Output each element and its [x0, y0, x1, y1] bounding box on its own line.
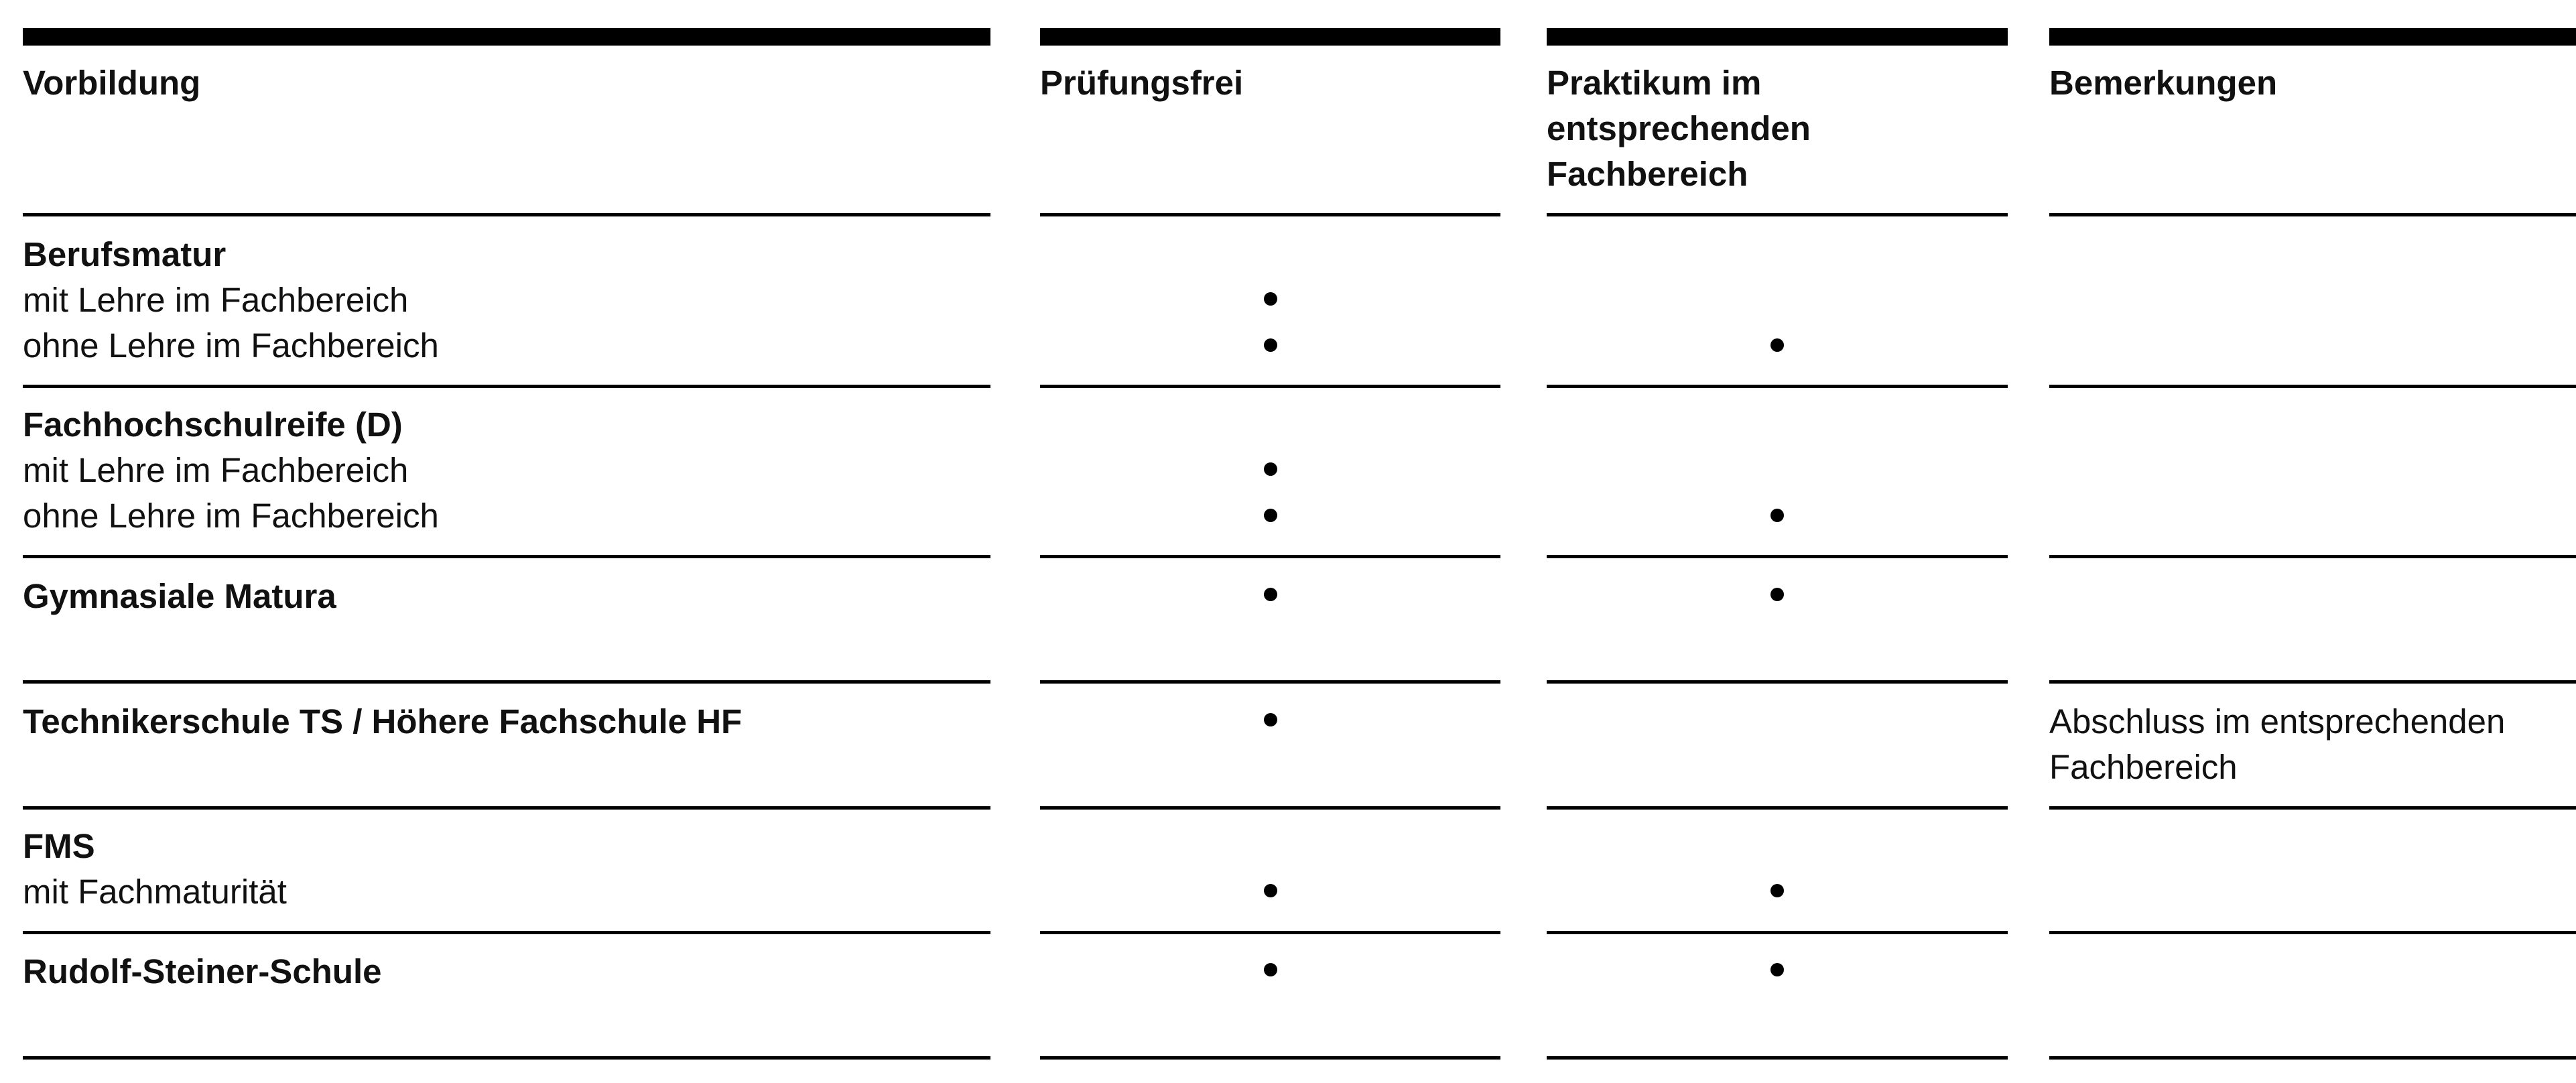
header-vorbildung: Vorbildung: [23, 64, 201, 102]
row-subline: mit Lehre im Fachbereich: [23, 451, 409, 489]
row-gymnasiale-matura: [23, 574, 990, 619]
bullet-dot: [1264, 963, 1277, 976]
row-divider: [1547, 680, 2008, 684]
row-berufsmatur: [23, 232, 990, 369]
column-pruefungsfrei: [1040, 0, 1500, 1083]
bullet-dot: [1770, 963, 1784, 976]
row-divider: [1040, 213, 1500, 216]
bullet-dot: [1264, 509, 1277, 522]
row-title: Berufsmatur: [23, 235, 227, 273]
row-divider: [2049, 213, 2576, 216]
row-technikerschule: [23, 699, 990, 745]
row-divider: [1040, 806, 1500, 810]
row-divider: [1547, 1056, 2008, 1060]
column-vorbildung: [23, 0, 990, 1083]
column-praktikum: [1547, 0, 2008, 1083]
bullet-dot: [1264, 588, 1277, 601]
bullet-dot: [1264, 292, 1277, 306]
row-divider: [1040, 680, 1500, 684]
row-title: Technikerschule TS / Höhere Fachschule HF: [23, 702, 743, 741]
row-divider: [23, 1056, 990, 1060]
row-divider: [2049, 680, 2576, 684]
row-divider: [23, 931, 990, 934]
row-rudolf-steiner-schule: [23, 949, 990, 995]
row-divider: [1040, 931, 1500, 934]
row-divider: [2049, 806, 2576, 810]
column-top-bar: [1040, 28, 1500, 46]
column-bemerkungen: [2049, 0, 2576, 1083]
row-divider: [1040, 1056, 1500, 1060]
bullet-dot: [1770, 509, 1784, 522]
row-divider: [1040, 385, 1500, 388]
row-divider: [1040, 555, 1500, 558]
bullet-dot: [1264, 713, 1277, 726]
row-title: Fachhochschulreife (D): [23, 405, 403, 444]
row-divider: [23, 680, 990, 684]
row-subline: mit Lehre im Fachbereich: [23, 281, 409, 319]
row-title: FMS: [23, 827, 95, 865]
column-top-bar: [1547, 28, 2008, 46]
row-divider: [1547, 555, 2008, 558]
row-divider: [2049, 931, 2576, 934]
column-top-bar: [23, 28, 990, 46]
row-divider: [2049, 385, 2576, 388]
row-divider: [23, 806, 990, 810]
row-divider: [23, 555, 990, 558]
row-fachhochschulreife: [23, 402, 990, 539]
row-divider: [1547, 931, 2008, 934]
header-praktikum: Praktikum im entsprechenden Fachbereich: [1547, 64, 1811, 193]
column-top-bar: [2049, 28, 2576, 46]
row-fms: [23, 824, 990, 915]
row-divider: [2049, 1056, 2576, 1060]
bullet-dot: [1264, 462, 1277, 476]
row-divider: [1547, 213, 2008, 216]
row-subline: mit Fachmaturität: [23, 873, 287, 911]
bullet-dot: [1264, 338, 1277, 352]
row-subline: ohne Lehre im Fachbereich: [23, 497, 439, 535]
row-title: Rudolf-Steiner-Schule: [23, 952, 382, 991]
row-divider: [2049, 555, 2576, 558]
row-subline: ohne Lehre im Fachbereich: [23, 326, 439, 365]
row-divider: [23, 385, 990, 388]
bullet-dot: [1770, 588, 1784, 601]
row-divider: [1547, 385, 2008, 388]
remark-text: Abschluss im entsprechenden Fachbereich: [2049, 702, 2506, 786]
row-divider: [23, 213, 990, 216]
bullet-dot: [1770, 884, 1784, 897]
header-bemerkungen: Bemerkungen: [2049, 64, 2278, 102]
row-divider: [1547, 806, 2008, 810]
bullet-dot: [1770, 338, 1784, 352]
bullet-dot: [1264, 884, 1277, 897]
header-pruefungsfrei: Prüfungsfrei: [1040, 64, 1244, 102]
row-title: Gymnasiale Matura: [23, 577, 336, 615]
